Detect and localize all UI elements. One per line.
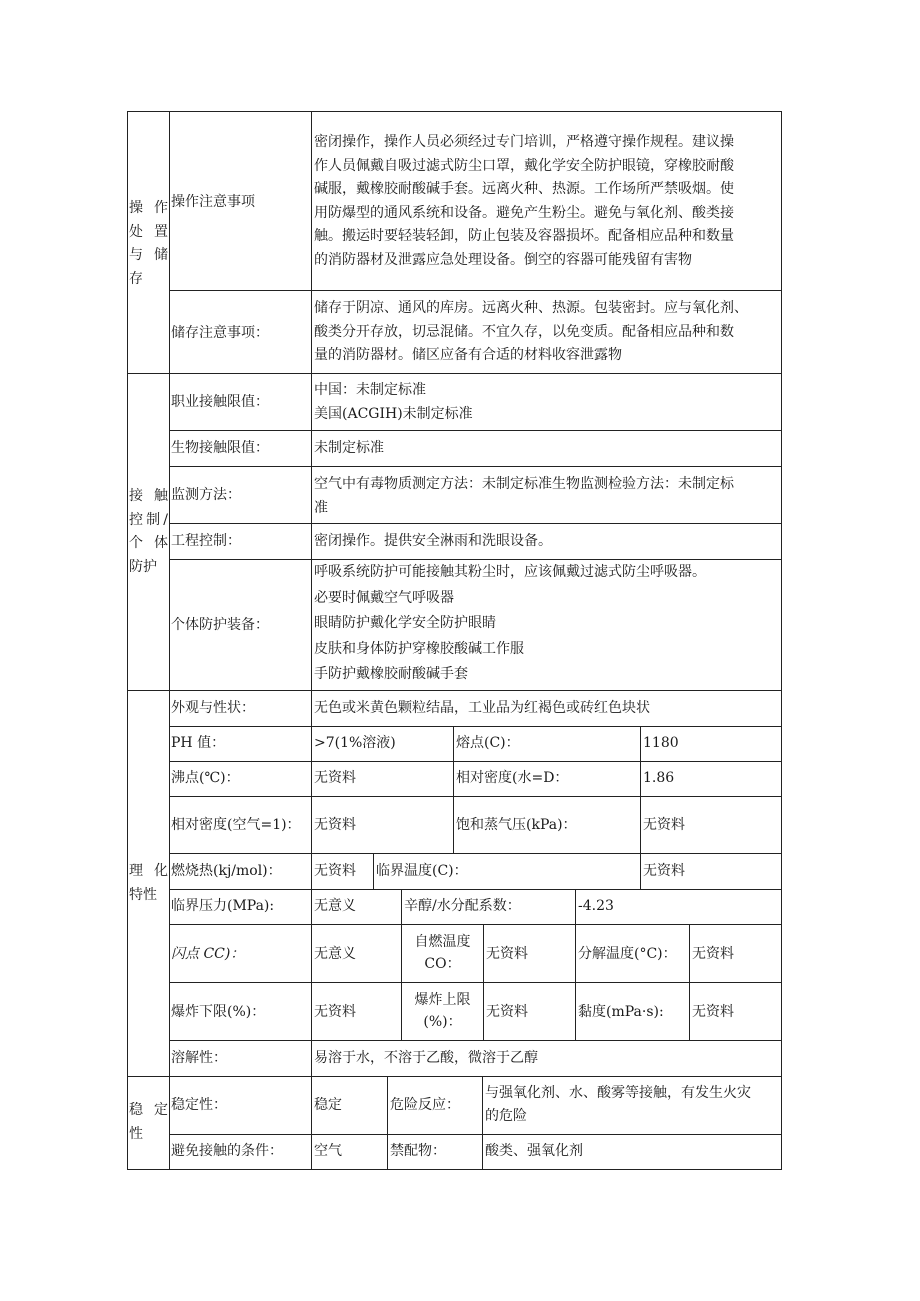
cp-value: 无意义: [314, 898, 356, 914]
ph-value: >7(1%溶液): [314, 735, 396, 751]
vp-value: 无资料: [643, 817, 685, 833]
operation-label: 操作注意事项: [171, 194, 255, 210]
fp-label: 闪点 CC)：: [171, 946, 245, 962]
mp-label: 熔点(C)：: [456, 735, 520, 751]
kow-label: 辛醇/水分配系数：: [404, 898, 521, 914]
bp-value: 无资料: [314, 770, 356, 786]
mp-value: 1180: [643, 735, 679, 751]
stab-label: 稳定性：: [171, 1097, 227, 1113]
incompat-label: 禁配物：: [390, 1143, 446, 1159]
haz-values: 与强氧化剂、水、酸雾等接触，有发生火灾 的危险: [485, 1085, 751, 1124]
avoid-value: 空气: [314, 1143, 342, 1159]
uel-label: 爆炸上限 (%)：: [414, 992, 471, 1030]
kow-value: -4.23: [578, 898, 614, 914]
storage-label: 储存注意事项：: [171, 325, 269, 341]
incompat-value: 酸类、强氧化剂: [485, 1143, 583, 1159]
stab-value: 稳定: [314, 1097, 342, 1113]
ph-label: PH 值：: [171, 735, 226, 751]
sol-value: 易溶于水，不溶于乙酸，微溶于乙醇: [314, 1050, 538, 1066]
bio-limit-label: 生物接触限值：: [171, 440, 269, 456]
ppe-values: 呼吸系统防护可能接触其粉尘时，应该佩戴过滤式防尘呼吸器。 必要时佩戴空气呼吸器 眼睛防护戴化学安全防护眼睛 皮肤和身体防护穿橡胶酸碱工作服 手防护戴橡胶耐酸碱手套: [314, 564, 706, 683]
cp-label: 临界压力(MPa):: [171, 898, 275, 914]
haz-label: 危险反应：: [390, 1097, 460, 1113]
lel-label: 爆炸下限(%)：: [171, 1004, 266, 1020]
monitor-values: 空气中有毒物质测定方法：未制定标准生物监测检验方法：未制定标 准: [314, 476, 734, 516]
monitor-label: 监测方法：: [171, 487, 241, 503]
visc-label: 黏度(mPa·s):: [578, 1004, 664, 1020]
occ-limit-values: 中国：未制定标准 美国(ACGIH)未制定标准: [314, 382, 473, 422]
bio-limit-value: 未制定标准: [314, 440, 384, 456]
vp-label: 饱和蒸气压(kPa)：: [456, 817, 577, 833]
dt-label: 分解温度(°C)：: [578, 946, 677, 962]
occ-limit-label: 职业接触限值：: [171, 394, 269, 410]
eng-control-value: 密闭操作。提供安全淋雨和洗眼设备。: [314, 533, 552, 549]
hc-label: 燃烧热(kj/mol)：: [171, 863, 282, 879]
ai-label: 自燃温度 CO：: [414, 934, 471, 972]
storage-notes: 储存于阴凉、通风的库房。远离火种、热源。包装密封。应与氧化剂、 酸类分开存放，切忌混储。不宜久存，以免变质。配备相应品种和数 量的消防器材。储区应备有合适的材料收容泄露物: [314, 300, 748, 364]
operation-notes: 密闭操作，操作人员必须经过专门培训，严格遵守操作规程。建议操 作人员佩戴自吸过滤式防尘口罩，戴化学安全防护眼镜，穿橡胶耐酸 碱服，戴橡胶耐酸碱手套。远离火种、热源。工作场所严禁吸烟。使 用防爆型的通风系统和设备。避免产生粉尘。避免与氧化剂、酸类接 触。搬运时要轻装轻卸，防止包装及容器损坏。配备相应品种和数量 的消防器材及泄露应急处理设备。倒空的容器可能残留有害物: [314, 134, 734, 268]
ct-label: 临界温度(C)：: [376, 863, 468, 879]
bp-label: 沸点(℃)：: [171, 770, 240, 786]
exposure-section-title: 接 触 控制/ 个 体 防护: [129, 488, 168, 575]
sol-label: 溶解性：: [171, 1050, 227, 1066]
uel-value: 无资料: [486, 1004, 528, 1020]
ppe-label: 个体防护装备：: [171, 617, 269, 633]
lel-value: 无资料: [314, 1004, 356, 1020]
rdw-value: 1.86: [643, 770, 675, 786]
handling-section-title: 操 作 处 置 与 储 存: [129, 200, 168, 287]
rda-value: 无资料: [314, 817, 356, 833]
appearance-label: 外观与性状：: [171, 700, 255, 716]
avoid-label: 避免接触的条件：: [171, 1143, 283, 1159]
visc-value: 无资料: [692, 1004, 734, 1020]
appearance-value: 无色或米黄色颗粒结晶，工业品为红褐色或砖红色块状: [314, 700, 650, 716]
dt-value: 无资料: [692, 946, 734, 962]
physchem-section-title: 理 化 特性: [129, 863, 168, 903]
hc-value: 无资料: [314, 863, 356, 879]
ct-value: 无资料: [643, 863, 685, 879]
fp-value: 无意义: [314, 946, 356, 962]
rdw-label: 相对密度(水=D：: [456, 770, 569, 786]
ai-value: 无资料: [486, 946, 528, 962]
eng-control-label: 工程控制：: [171, 533, 241, 549]
stability-section-title: 稳 定 性: [129, 1102, 168, 1142]
rda-label: 相对密度(空气=1)：: [171, 817, 301, 833]
